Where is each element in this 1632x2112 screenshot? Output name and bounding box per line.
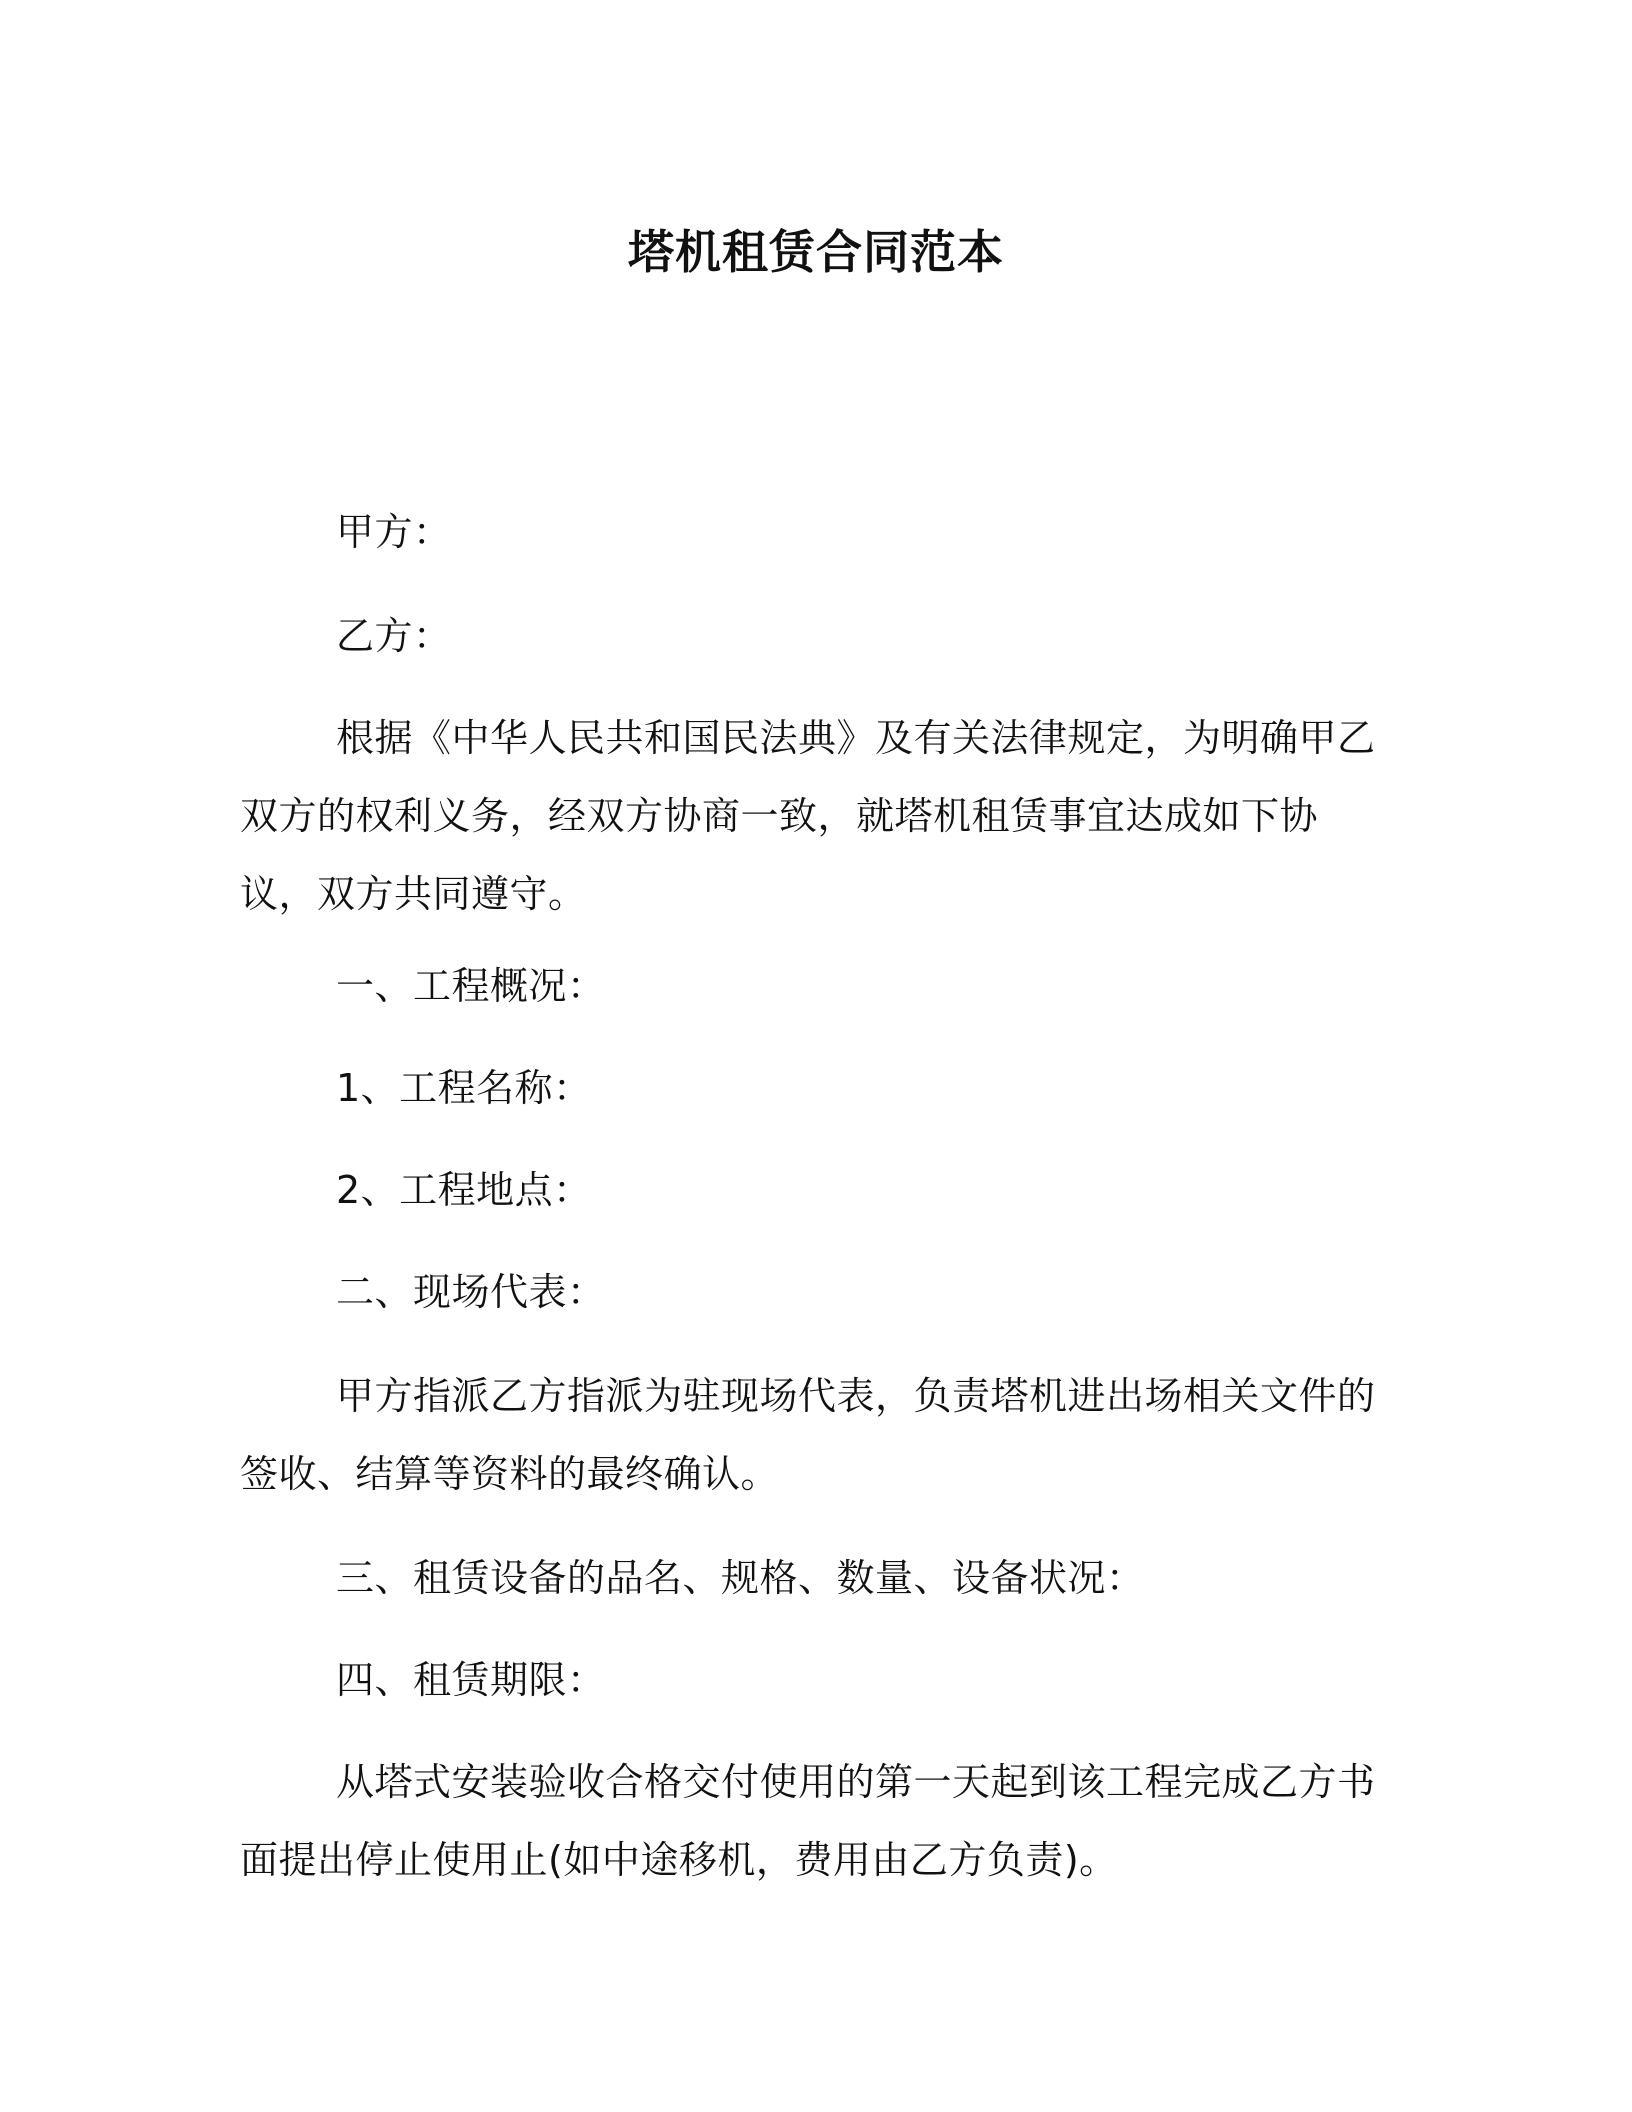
party-a-line: 甲方： xyxy=(336,510,452,554)
document-title: 塔机租赁合同范本 xyxy=(628,225,1004,279)
section-2-heading: 二、现场代表： xyxy=(336,1270,606,1314)
party-b-line: 乙方： xyxy=(336,614,452,658)
project-name-line: 1、工程名称： xyxy=(336,1066,592,1110)
site-representative-paragraph: 甲方指派乙方指派为驻现场代表，负责塔机进出场相关文件的签收、结算等资料的最终确认。 xyxy=(240,1374,1376,1496)
preamble-paragraph: 根据《中华人民共和国民法典》及有关法律规定，为明确甲乙双方的权利义务，经双方协商一致，就塔机租赁事宜达成如下协议，双方共同遵守。 xyxy=(240,716,1376,916)
lease-term-paragraph: 从塔式安装验收合格交付使用的第一天起到该工程完成乙方书面提出停止使用止(如中途移机，费用由乙方负责)。 xyxy=(240,1760,1376,1882)
section-4-heading: 四、租赁期限： xyxy=(336,1658,606,1702)
section-1-heading: 一、工程概况： xyxy=(336,964,606,1008)
project-location-line: 2、工程地点： xyxy=(336,1168,592,1212)
section-3-heading: 三、租赁设备的品名、规格、数量、设备状况： xyxy=(336,1556,1145,1600)
